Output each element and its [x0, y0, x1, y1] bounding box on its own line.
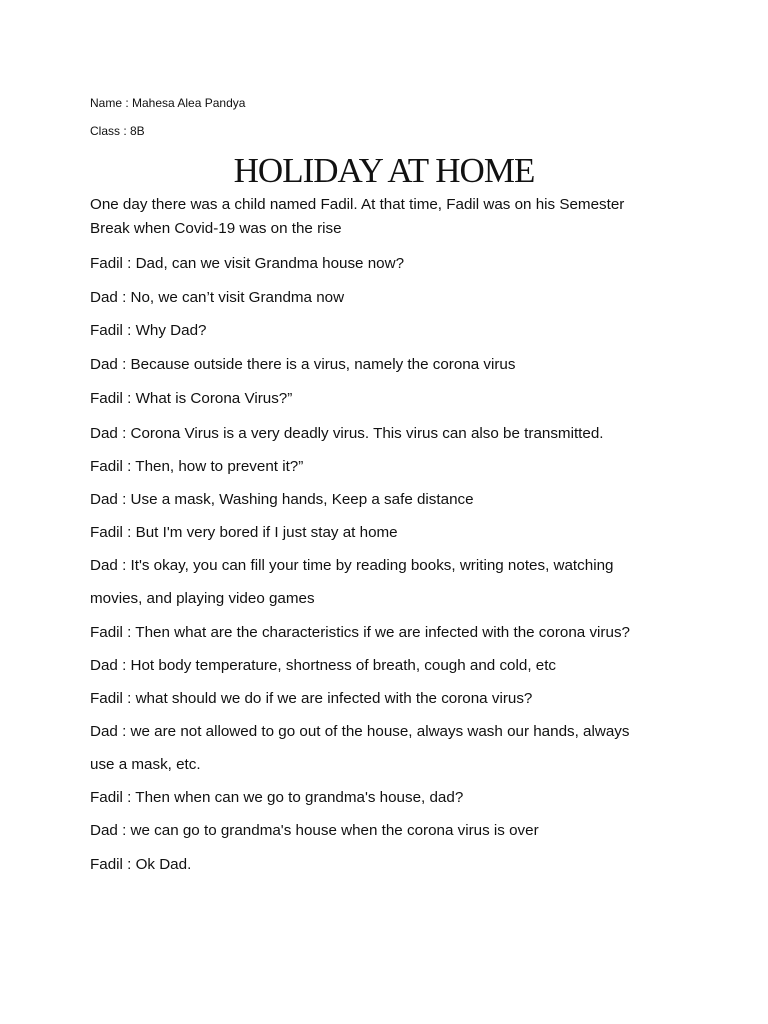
dialogue-line: Fadil : But I'm very bored if I just stay at home	[90, 524, 398, 541]
dialogue-line: use a mask, etc.	[90, 756, 201, 773]
dialogue-line: Fadil : Then when can we go to grandma's house, dad?	[90, 789, 464, 806]
dialogue-line: Dad : we are not allowed to go out of the house, always wash our hands, always	[90, 723, 630, 740]
intro-line: Break when Covid-19 was on the rise	[90, 220, 342, 237]
dialogue-line: Fadil : Dad, can we visit Grandma house now?	[90, 255, 405, 272]
dialogue-line: Fadil : Then what are the characteristics if we are infected with the corona virus?	[90, 624, 630, 641]
dialogue-line: Fadil : What is Corona Virus?”	[90, 390, 293, 407]
dialogue-line: Dad : No, we can’t visit Grandma now	[90, 289, 345, 306]
student-class: Class : 8B	[90, 124, 145, 138]
dialogue-line: movies, and playing video games	[90, 590, 315, 607]
dialogue-line: Fadil : what should we do if we are infected with the corona virus?	[90, 690, 533, 707]
dialogue-line: Fadil : Why Dad?	[90, 322, 207, 339]
document-title: HOLIDAY AT HOME	[233, 151, 535, 190]
dialogue-line: Dad : Corona Virus is a very deadly virus. This virus can also be transmitted.	[90, 425, 604, 442]
dialogue-line: Dad : we can go to grandma's house when the corona virus is over	[90, 822, 539, 839]
student-name: Name : Mahesa Alea Pandya	[90, 96, 246, 110]
intro-line: One day there was a child named Fadil. At that time, Fadil was on his Semester	[90, 196, 625, 213]
dialogue-line: Dad : Hot body temperature, shortness of breath, cough and cold, etc	[90, 657, 557, 674]
dialogue-line: Fadil : Ok Dad.	[90, 856, 192, 873]
dialogue-line: Dad : Because outside there is a virus, namely the corona virus	[90, 356, 516, 373]
dialogue-line: Fadil : Then, how to prevent it?”	[90, 458, 304, 475]
dialogue-line: Dad : It's okay, you can fill your time by reading books, writing notes, watching	[90, 557, 614, 574]
dialogue-line: Dad : Use a mask, Washing hands, Keep a safe distance	[90, 491, 474, 508]
